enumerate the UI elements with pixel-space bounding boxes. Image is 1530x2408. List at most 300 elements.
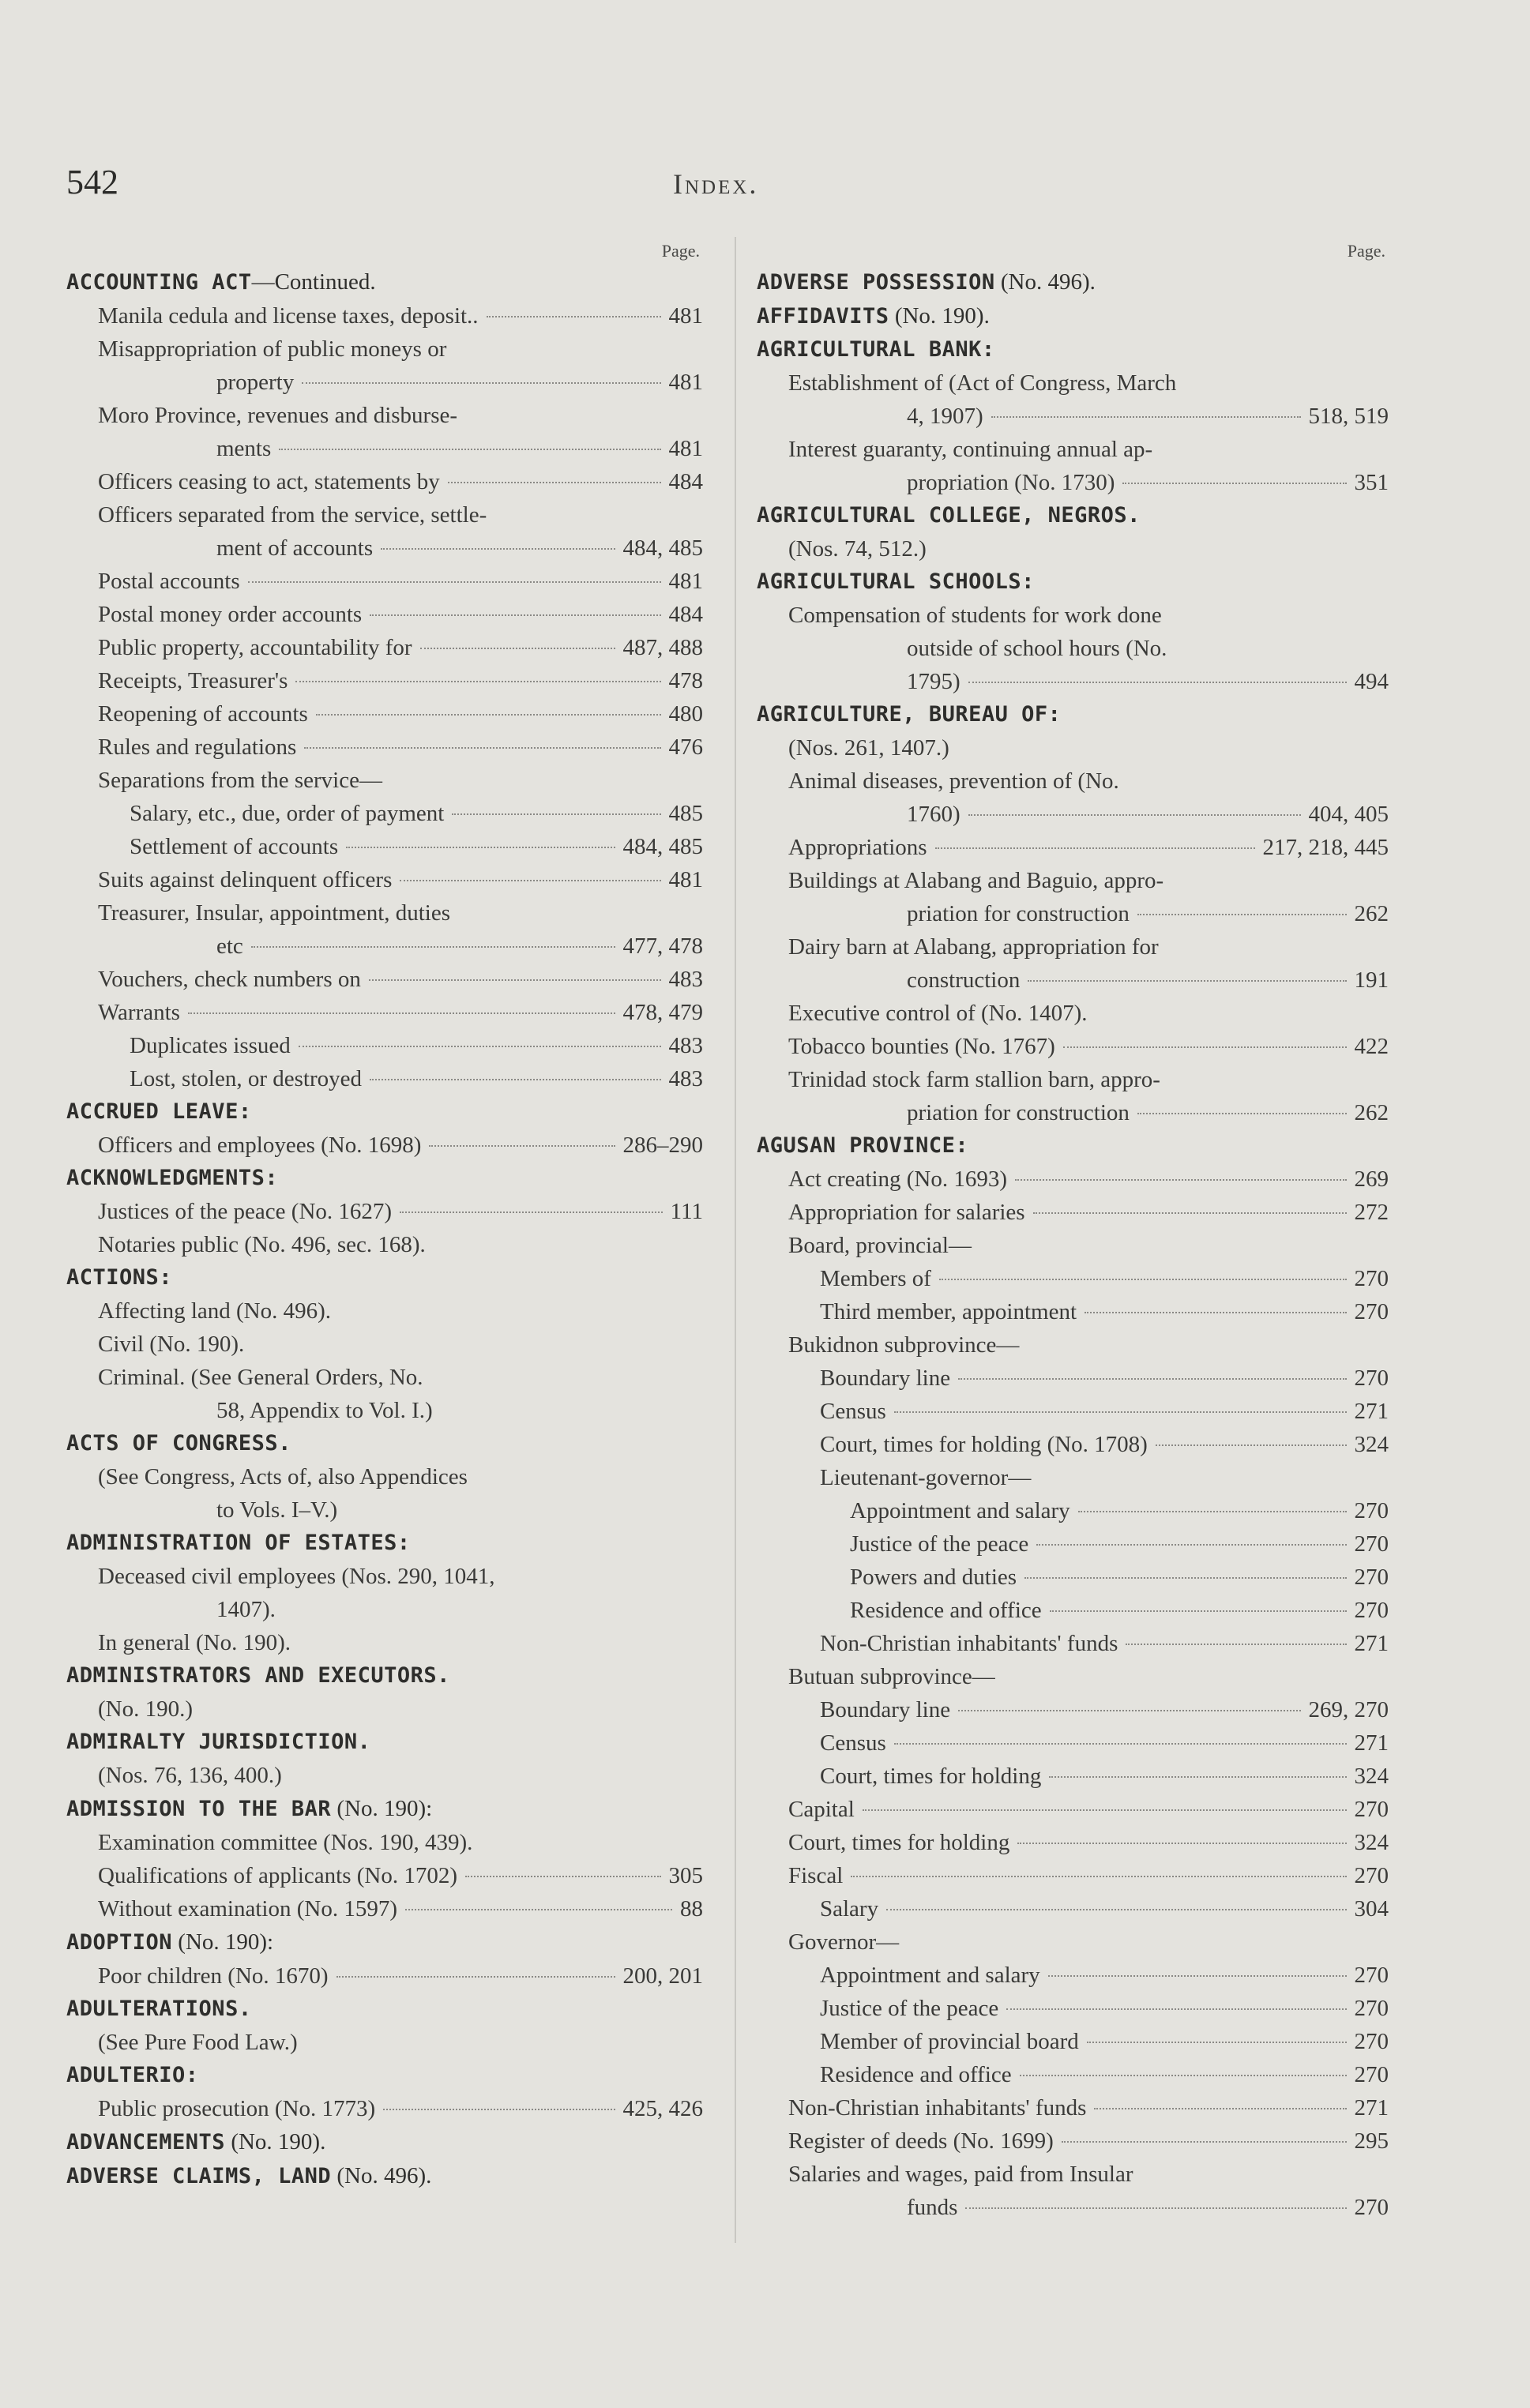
page-reference: 269, 270 [1308,1697,1389,1722]
heading-term: ACTS OF CONGRESS. [66,1431,291,1456]
index-note: (No. 190.) [98,1696,194,1722]
subentry-label: Without examination (No. 1597) [98,1896,397,1922]
page-reference: 270 [1354,2195,1389,2220]
page-reference: 270 [1354,1797,1389,1822]
index-subentry [66,1959,703,1993]
index-subentry [66,664,703,697]
index-note: (Nos. 76, 136, 400.) [98,1763,282,1788]
leader-dots [863,1809,1347,1811]
index-heading [66,2059,703,2092]
page-reference: 494 [1354,669,1389,694]
page-reference: 271 [1354,1631,1389,1656]
index-subentry [66,863,703,896]
continuation-label: 1760) [907,802,960,827]
leader-dots [1048,1975,1347,1977]
index-subentry [66,1195,703,1228]
index-note: (Nos. 74, 512.) [788,536,927,562]
page-reference: 270 [1354,1498,1389,1523]
index-heading [66,2125,703,2159]
page-reference: 271 [1354,2095,1389,2121]
subentry-label: Justices of the peace (No. 1627) [98,1199,393,1224]
heading-term: ADMIRALTY JURISDICTION. [66,1730,371,1754]
index-subentry [757,930,1389,997]
index-subentry [66,996,703,1029]
leader-dots [1033,1212,1347,1214]
page-reference: 487, 488 [622,635,703,660]
index-subentry [66,731,703,764]
subentry-label: Trinidad stock farm stallion barn, appro- [788,1067,1160,1092]
subentry-label: Powers and duties [850,1565,1017,1590]
subentry-label: Census [820,1730,886,1756]
heading-term: ADVERSE POSSESSION [757,270,995,295]
leader-dots [405,1909,672,1910]
continuation-label: 4, 1907) [907,404,983,429]
index-subentry [757,1859,1389,1892]
leader-dots [1020,2075,1347,2076]
page-reference: 478, 479 [622,1000,703,1025]
leader-dots [188,1012,615,1014]
subentry-continuation: outside of school hours (No. [907,636,1167,661]
subentry-continuation: to Vols. I–V.) [216,1497,338,1523]
index-subentry [66,498,703,565]
index-subentry [757,1726,1389,1760]
subentry-label: Misappropriation of public moneys or [98,336,447,362]
leader-dots [894,1411,1347,1413]
subentry-label: Third member, appointment [820,1299,1077,1324]
leader-dots [1028,980,1346,982]
index-subentry [66,332,703,399]
index-heading [757,499,1389,532]
index-subentry: Notaries public (No. 496, sec. 168). [98,1232,426,1257]
index-subentry: Affecting land (No. 496). [98,1298,332,1324]
subentry-label: Member of provincial board [820,2029,1079,2054]
leader-dots [968,814,1301,816]
page-reference: 324 [1354,1830,1389,1855]
heading-reference: (No. 496). [994,269,1096,295]
index-heading [66,1726,703,1759]
subentry-label: Census [820,1399,886,1424]
index-subentry [66,797,703,830]
page-reference: 351 [1354,470,1389,495]
continuation-label: 1795) [907,669,960,694]
page-reference: 484, 485 [622,535,703,561]
heading-term: ACTIONS: [66,1265,173,1290]
subentry-label: Poor children (No. 1670) [98,1963,329,1989]
leader-dots [1024,1577,1346,1579]
index-subentry [757,1826,1389,1859]
index-subentry: Examination committee (Nos. 190, 439). [98,1830,473,1855]
page-reference: 484, 485 [622,834,703,859]
subentry-label: Court, times for holding (No. 1708) [820,1432,1148,1457]
index-subentry: Board, provincial— [788,1233,972,1258]
page-reference: 484 [668,602,703,627]
leader-dots [487,316,661,317]
leader-dots [935,847,1255,849]
subentry-continuation [788,964,1389,997]
index-subentry: Butuan subprovince— [788,1664,995,1689]
heading-term: AFFIDAVITS [757,304,889,329]
index-subentry [757,1063,1389,1129]
page-reference: 271 [1354,1399,1389,1424]
index-note: (See Pure Food Law.) [98,2030,298,2055]
index-subentry: Separations from the service— [98,768,382,793]
subentry-label: Fiscal [788,1863,844,1888]
page-reference: 484 [668,469,703,494]
subentry-label: Appointment and salary [820,1963,1040,1988]
index-subentry [757,1892,1389,1925]
index-subentry [757,864,1389,930]
index-subentry [757,1627,1389,1660]
leader-dots [369,979,661,981]
subentry-label: Dairy barn at Alabang, appropriation for [788,934,1159,960]
subentry-label: Receipts, Treasurer's [98,668,288,693]
index-subentry [757,433,1389,499]
heading-reference: (No. 190): [331,1796,433,1821]
page-reference: 481 [668,370,703,395]
index-subentry [757,366,1389,433]
index-subentry [757,1163,1389,1196]
leader-dots [336,1976,615,1978]
index-heading [66,1095,703,1129]
page-reference: 191 [1354,967,1389,993]
leader-dots [1078,1511,1347,1512]
page-reference: 262 [1354,1100,1389,1125]
subentry-continuation [98,366,703,399]
index-subentry [757,2025,1389,2058]
subentry-label: Rules and regulations [98,734,297,760]
page-reference: 481 [668,436,703,461]
leader-dots [1156,1444,1347,1446]
index-heading [66,1792,703,1826]
heading-term: ACCOUNTING ACT [66,270,252,295]
continuation-label: ments [216,436,272,461]
subentry-label: Public property, accountability for [98,635,412,660]
page-reference: 270 [1354,1299,1389,1324]
page-reference: 270 [1354,1598,1389,1623]
page-reference: 262 [1354,901,1389,926]
index-subentry [757,1030,1389,1063]
subentry-label: Appointment and salary [850,1498,1070,1523]
continuation-label: priation for construction [907,1100,1130,1125]
leader-dots [1006,2008,1346,2010]
heading-reference: (No. 190): [172,1929,274,1955]
index-subentry: In general (No. 190). [98,1630,291,1655]
heading-term: AGRICULTURAL COLLEGE, NEGROS. [757,503,1141,528]
subentry-label: Non-Christian inhabitants' funds [788,2095,1087,2121]
leader-dots [1017,1843,1346,1844]
index-heading [757,698,1389,731]
heading-term: ADVERSE CLAIMS, LAND [66,2164,332,2188]
subentry-label: (See Congress, Acts of, also Appendices [98,1464,468,1490]
index-heading [66,265,703,299]
subentry-label: Compensation of students for work done [788,603,1162,628]
page-reference: 476 [668,734,703,760]
index-heading [66,1162,703,1195]
leader-dots [370,1079,661,1080]
page-reference: 324 [1354,1432,1389,1457]
heading-reference: (No. 190). [889,303,990,329]
subentry-continuation: 58, Appendix to Vol. I.) [216,1398,433,1423]
index-subentry [757,2158,1389,2224]
subentry-label: Qualifications of applicants (No. 1702) [98,1863,458,1888]
index-heading [757,565,1389,599]
subentry-label: Justice of the peace [820,1996,999,2021]
leader-dots [991,416,1301,418]
leader-dots [452,813,660,815]
leader-dots [1137,1113,1347,1114]
leader-dots [279,449,660,450]
leader-dots [370,614,660,616]
continuation-label: ment of accounts [216,535,374,561]
index-subentry [66,1361,703,1427]
leader-dots [965,2207,1346,2209]
leader-dots [1094,2108,1346,2109]
index-heading [66,1993,703,2026]
index-subentry: Civil (No. 190). [98,1332,245,1357]
subentry-label: Suits against delinquent officers [98,867,393,892]
index-subentry [66,465,703,498]
page-reference: 272 [1354,1200,1389,1225]
subentry-label: Deceased civil employees (Nos. 290, 1041, [98,1564,495,1589]
heading-term: ADULTERIO: [66,2063,199,2087]
page-column-label: Page. [1347,241,1385,261]
subentry-label: Public prosecution (No. 1773) [98,2096,376,2121]
page-reference: 270 [1354,2029,1389,2054]
subentry-label: Criminal. (See General Orders, No. [98,1365,423,1390]
page-reference: 481 [668,867,703,892]
leader-dots [1085,1312,1346,1313]
index-subentry [757,1395,1389,1428]
index-subentry [66,1062,703,1095]
index-subentry: Bukidnon subprovince— [788,1332,1020,1358]
index-heading [66,1527,703,1560]
page-reference: 286–290 [622,1133,703,1158]
heading-term: ADMINISTRATORS AND EXECUTORS. [66,1663,450,1688]
index-subentry [757,1494,1389,1527]
page-reference: 269 [1354,1166,1389,1192]
index-subentry [66,399,703,465]
subentry-continuation [98,432,703,465]
column-divider [735,237,736,2243]
subentry-label: Members of [820,1266,931,1291]
subentry-label: Officers separated from the service, settle- [98,502,487,528]
leader-dots [1126,1644,1346,1645]
continuation-label: priation for construction [907,901,1130,926]
page-reference: 425, 426 [622,2096,703,2121]
subentry-label: Postal money order accounts [98,602,363,627]
heading-term: AGRICULTURAL SCHOOLS: [757,569,1035,594]
subentry-label: Treasurer, Insular, appointment, duties [98,900,451,926]
page-reference: 404, 405 [1308,802,1389,827]
subentry-label: Manila cedula and license taxes, deposit.. [98,303,479,329]
page-reference: 270 [1354,1531,1389,1557]
index-subentry [66,830,703,863]
index-subentry [757,1262,1389,1295]
subentry-label: Moro Province, revenues and disburse- [98,403,458,428]
subentry-label: Capital [788,1797,855,1822]
subentry-continuation: 1407). [216,1597,276,1622]
page-reference: 478 [668,668,703,693]
index-heading [66,1925,703,1959]
index-column-right [757,237,1389,2224]
page-reference: 324 [1354,1764,1389,1789]
leader-dots [295,681,660,682]
index-subentry [757,2058,1389,2091]
leader-dots [1122,483,1346,484]
page-reference: 271 [1354,1730,1389,1756]
index-heading [66,1427,703,1460]
index-heading [757,265,1389,299]
subentry-label: Postal accounts [98,569,240,594]
leader-dots [1015,1179,1346,1181]
index-subentry [757,1959,1389,1992]
page-reference: 483 [668,1066,703,1091]
heading-term: ADOPTION [66,1930,173,1955]
subentry-label: Appropriation for salaries [788,1200,1025,1225]
index-subentry [66,963,703,996]
leader-dots [1049,1776,1346,1778]
index-subentry [757,1760,1389,1793]
page-reference: 270 [1354,1996,1389,2021]
subentry-label: Reopening of accounts [98,701,308,727]
page-reference: 295 [1354,2128,1389,2154]
index-subentry [757,1428,1389,1461]
index-subentry [757,1693,1389,1726]
leader-dots [1036,1544,1346,1546]
subentry-label: Court, times for holding [788,1830,1010,1855]
index-subentry: Governor— [788,1929,900,1955]
subentry-label: Lost, stolen, or destroyed [130,1066,362,1091]
index-subentry [757,1594,1389,1627]
index-subentry [757,1295,1389,1328]
page-reference: 270 [1354,2062,1389,2087]
leader-dots [316,714,661,716]
leader-dots [939,1279,1347,1280]
leader-dots [1050,1610,1347,1612]
subentry-continuation [98,930,703,963]
subentry-label: Interest guaranty, continuing annual ap- [788,437,1153,462]
subentry-continuation [788,897,1389,930]
subentry-label: Boundary line [820,1697,951,1722]
subentry-label: Residence and office [820,2062,1012,2087]
subentry-label: Register of deeds (No. 1699) [788,2128,1054,2154]
continuation-label: funds [907,2195,958,2220]
heading-term: AGRICULTURAL BANK: [757,337,995,362]
heading-term: ADMINISTRATION OF ESTATES: [66,1531,411,1555]
leader-dots [381,548,615,550]
leader-dots [448,482,661,483]
index-subentry [66,1892,703,1925]
heading-term: ADULTERATIONS. [66,1997,252,2021]
leader-dots [851,1876,1346,1877]
page-reference: 217, 218, 445 [1262,835,1389,860]
index-heading [757,1129,1389,1163]
leader-dots [465,1876,660,1877]
leader-dots [302,382,660,384]
index-subentry [66,896,703,963]
index-heading [66,2159,703,2193]
heading-term: ADVANCEMENTS [66,2130,226,2154]
index-subentry [757,764,1389,831]
leader-dots [1087,2042,1347,2043]
subentry-label: Boundary line [820,1366,951,1391]
subentry-label: Tobacco bounties (No. 1767) [788,1034,1055,1059]
index-subentry [757,2091,1389,2124]
subentry-continuation [788,2191,1389,2224]
continuation-label: construction [907,967,1021,993]
index-subentry [66,631,703,664]
leader-dots [1137,914,1347,915]
subentry-label: Settlement of accounts [130,834,339,859]
subentry-label: Appropriations [788,835,927,860]
subentry-label: Duplicates issued [130,1033,291,1058]
index-subentry [66,1129,703,1162]
subentry-label: Act creating (No. 1693) [788,1166,1008,1192]
index-subentry [66,1560,703,1626]
leader-dots [400,880,660,881]
leader-dots [251,946,615,948]
subentry-label: Establishment of (Act of Congress, March [788,370,1177,396]
index-subentry [757,1793,1389,1826]
index-subentry [66,1029,703,1062]
index-heading [757,333,1389,366]
page-reference: 111 [670,1199,703,1224]
index-heading [757,299,1389,333]
index-subentry: Lieutenant-governor— [820,1465,1032,1490]
index-subentry: Executive control of (No. 1407). [788,1001,1088,1026]
index-subentry [757,1992,1389,2025]
heading-term: AGRICULTURE, BUREAU OF: [757,702,1062,727]
leader-dots [1062,2141,1347,2143]
page-reference: 518, 519 [1308,404,1389,429]
index-subentry [757,831,1389,864]
leader-dots [383,2109,615,2110]
leader-dots [400,1212,663,1213]
page-reference: 270 [1354,1565,1389,1590]
subentry-label: Salary, etc., due, order of payment [130,801,445,826]
subentry-continuation [788,1096,1389,1129]
index-subentry [66,2092,703,2125]
index-note: (Nos. 261, 1407.) [788,735,949,761]
page-reference: 480 [668,701,703,727]
subentry-label: Salaries and wages, paid from Insular [788,2162,1133,2187]
subentry-label: Salary [820,1896,879,1922]
page-reference: 481 [668,303,703,329]
heading-term: AGUSAN PROVINCE: [757,1133,969,1158]
page-reference: 270 [1354,1963,1389,1988]
page-reference: 270 [1354,1266,1389,1291]
index-subentry [66,697,703,731]
leader-dots [248,581,661,583]
continuation-label: etc [216,934,243,959]
leader-dots [958,1710,1300,1711]
subentry-continuation [788,466,1389,499]
heading-reference: —Continued. [251,269,376,295]
subentry-label: Vouchers, check numbers on [98,967,361,992]
heading-reference: (No. 496). [331,2163,432,2188]
subentry-label: Officers and employees (No. 1698) [98,1133,422,1158]
heading-reference: (No. 190). [225,2129,326,2154]
leader-dots [346,847,615,848]
subentry-label: Non-Christian inhabitants' funds [820,1631,1118,1656]
leader-dots [968,682,1347,683]
page-reference: 477, 478 [622,934,703,959]
leader-dots [420,648,615,649]
page-reference: 200, 201 [622,1963,703,1989]
subentry-continuation [788,665,1389,698]
subentry-label: Court, times for holding [820,1764,1042,1789]
page-reference: 483 [668,967,703,992]
